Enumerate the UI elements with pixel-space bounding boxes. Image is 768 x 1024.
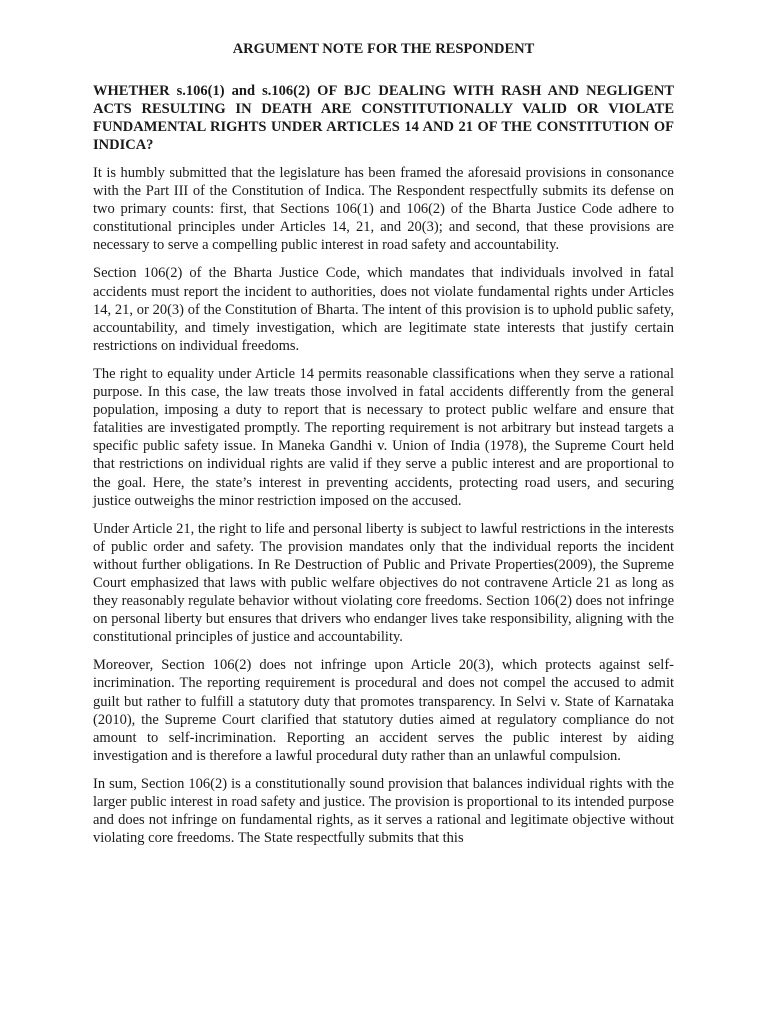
paragraph-section-106-2: Section 106(2) of the Bharta Justice Code, which mandates that individuals involved in fatal accidents must report the incident to authorities, does not violate fundamental rights under Articles 14, 21, or 20(3) of the Constitution of Bharta. The intent of this provision is to uphold public safety, accountability, and timely investigation, which are legitimate state interests that justify certain restrictions on individual freedoms. [93,265,674,354]
issue-heading: WHETHER s.106(1) and s.106(2) OF BJC DEALING WITH RASH AND NEGLIGENT ACTS RESULTING IN DEATH ARE CONSTITUTIONALLY VALID OR VIOLATE FUNDAMENTAL RIGHTS UNDER ARTICLES 14 AND 21 OF THE CONSTITUTION OF INDICA? [93,83,674,153]
document-page [93,40,674,857]
paragraph-article-21: Under Article 21, the right to life and personal liberty is subject to lawful restrictions in the interests of public order and safety. The provision mandates only that the individual reports the incident without further obligations. In Re Destruction of Public and Private Properties(2009), the Supreme Court emphasized that laws with public welfare objectives do not contravene Article 21 as long as they reasonably regulate behavior without violating core freedoms. Section 106(2) does not infringe on personal liberty but ensures that drivers who endanger lives take responsibility, aligning with the constitutional principles of justice and accountability. [93,520,674,646]
paragraph-article-20-3: Moreover, Section 106(2) does not infringe upon Article 20(3), which protects against self-incrimination. The reporting requirement is procedural and does not compel the accused to admit guilt but rather to fulfill a statutory duty that promotes transparency. In Selvi v. State of Karnataka (2010), the Supreme Court clarified that statutory duties aimed at regulatory compliance do not amount to self-incrimination. Reporting an accident serves the public interest by aiding investigation and is therefore a lawful procedural duty rather than an unlawful compulsion. [93,657,674,764]
paragraph-conclusion: In sum, Section 106(2) is a constitutionally sound provision that balances individual rights with the larger public interest in road safety and justice. The provision is proportional to its intended purpose and does not infringe on fundamental rights, as it serves a rational and legitimate objective without violating core freedoms. The State respectfully submits that this [93,775,674,847]
paragraph-article-14: The right to equality under Article 14 permits reasonable classifications when they serve a rational purpose. In this case, the law treats those involved in fatal accidents differently from the general population, imposing a duty to report that is necessary to protect public welfare and ensure that fatalities are investigated promptly. The reporting requirement is not arbitrary but instead targets a specific public safety issue. In Maneka Gandhi v. Union of India (1978), the Supreme Court held that restrictions on individual rights are valid if they serve a public interest and are proportional to the goal. Here, the state’s interest in preventing accidents, protecting road users, and securing justice outweighs the minor restriction imposed on the accused. [93,365,674,509]
paragraph-intro: It is humbly submitted that the legislature has been framed the aforesaid provisions in consonance with the Part III of the Constitution of Indica. The Respondent respectfully submits its defense on two primary counts: first, that Sections 106(1) and 106(2) of the Bharta Justice Code adhere to constitutional principles under Articles 14, 21, and 20(3); and second, that these provisions are necessary to serve a compelling public interest in road safety and accountability. [93,165,674,254]
document-title: ARGUMENT NOTE FOR THE RESPONDENT [232,41,535,57]
